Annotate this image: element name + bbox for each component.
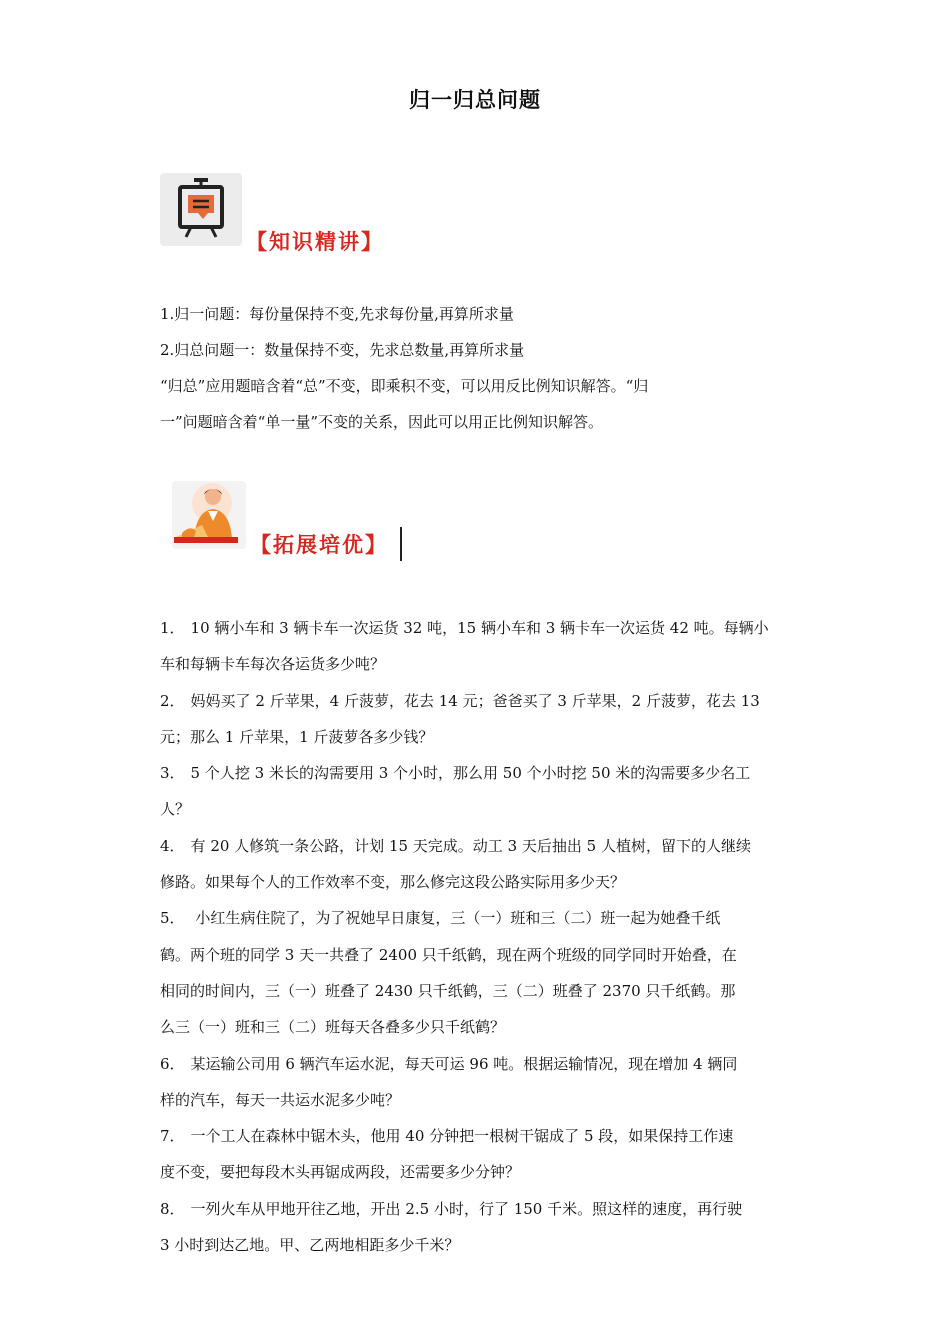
list-item: 8． 一列火车从甲地开往乙地，开出 2.5 小时，行了 150 千米。照这样的速度，再行驶	[160, 1199, 743, 1218]
problem-list	[160, 610, 792, 1263]
list-item-continuation: 样的汽车，每天一共运水泥多少吨？	[160, 1090, 401, 1109]
list-item: 7． 一个工人在森林中锯木头，他用 40 分钟把一根树干锯成了 5 段，如果保持工作速	[160, 1127, 734, 1146]
list-item-continuation: 相同的时间内，三（一）班叠了 2430 只千纸鹤，三（二）班叠了 2370 只千纸鹤。那	[160, 981, 736, 1000]
list-item-continuation: 元；那么 1 斤苹果，1 斤菠萝各多少钱？	[160, 727, 434, 746]
knowledge-text	[160, 296, 800, 440]
list-item: 1． 10 辆小车和 3 辆卡车一次运货 32 吨，15 辆小车和 3 辆卡车一次运货 42 吨。每辆小	[160, 619, 769, 637]
knowledge-line: 2.归总问题一：数量保持不变，先求总数量,再算所求量	[160, 341, 525, 359]
list-item-continuation: 修路。如果每个人的工作效率不变，那么修完这段公路实际用多少天？	[160, 873, 626, 892]
list-item-continuation: 3 小时到达乙地。甲、乙两地相距多少千米？	[160, 1236, 460, 1255]
page-title: 归一归总问题	[409, 88, 541, 112]
list-item: 6． 某运输公司用 6 辆汽车运水泥，每天可运 96 吨。根据运输情况，现在增加 4 辆同	[160, 1054, 738, 1073]
list-item-continuation: 人？	[160, 800, 191, 819]
section-label-knowledge: 【知识精讲】	[246, 230, 384, 254]
presentation-board-icon	[160, 173, 242, 246]
teacher-illustration-icon	[172, 481, 246, 549]
section-label-extension: 【拓展培优】	[250, 533, 388, 557]
knowledge-line: 1.归一问题：每份量保持不变,先求每份量,再算所求量	[160, 305, 514, 323]
list-item-continuation: 度不变，要把每段木头再锯成两段，还需要多少分钟？	[160, 1163, 521, 1182]
list-item: 5． 小红生病住院了，为了祝她早日康复，三（一）班和三（二）班一起为她叠千纸	[160, 909, 721, 928]
knowledge-line: 一”问题暗含着“单一量”不变的关系，因此可以用正比例知识解答。	[160, 413, 604, 431]
list-item-continuation: 鹤。两个班的同学 3 天一共叠了 2400 只千纸鹤，现在两个班级的同学同时开始叠，在	[160, 945, 737, 964]
list-item-continuation: 车和每辆卡车每次各运货多少吨？	[160, 655, 386, 674]
knowledge-line: “归总”应用题暗含着“总”不变，即乘积不变，可以用反比例知识解答。“归	[160, 377, 649, 395]
list-item: 3． 5 个人挖 3 米长的沟需要用 3 个小时，那么用 50 个小时挖 50 米的沟需要多少名工	[160, 764, 751, 783]
list-item-continuation: 么三（一）班和三（二）班每天各叠多少只千纸鹤？	[160, 1018, 506, 1037]
list-item: 2． 妈妈买了 2 斤苹果，4 斤菠萝，花去 14 元；爸爸买了 3 斤苹果，2 斤菠萝，花去 13	[160, 691, 760, 710]
text-cursor	[400, 527, 402, 561]
list-item: 4． 有 20 人修筑一条公路，计划 15 天完成。动工 3 天后抽出 5 人植树，留下的人继续	[160, 836, 751, 855]
